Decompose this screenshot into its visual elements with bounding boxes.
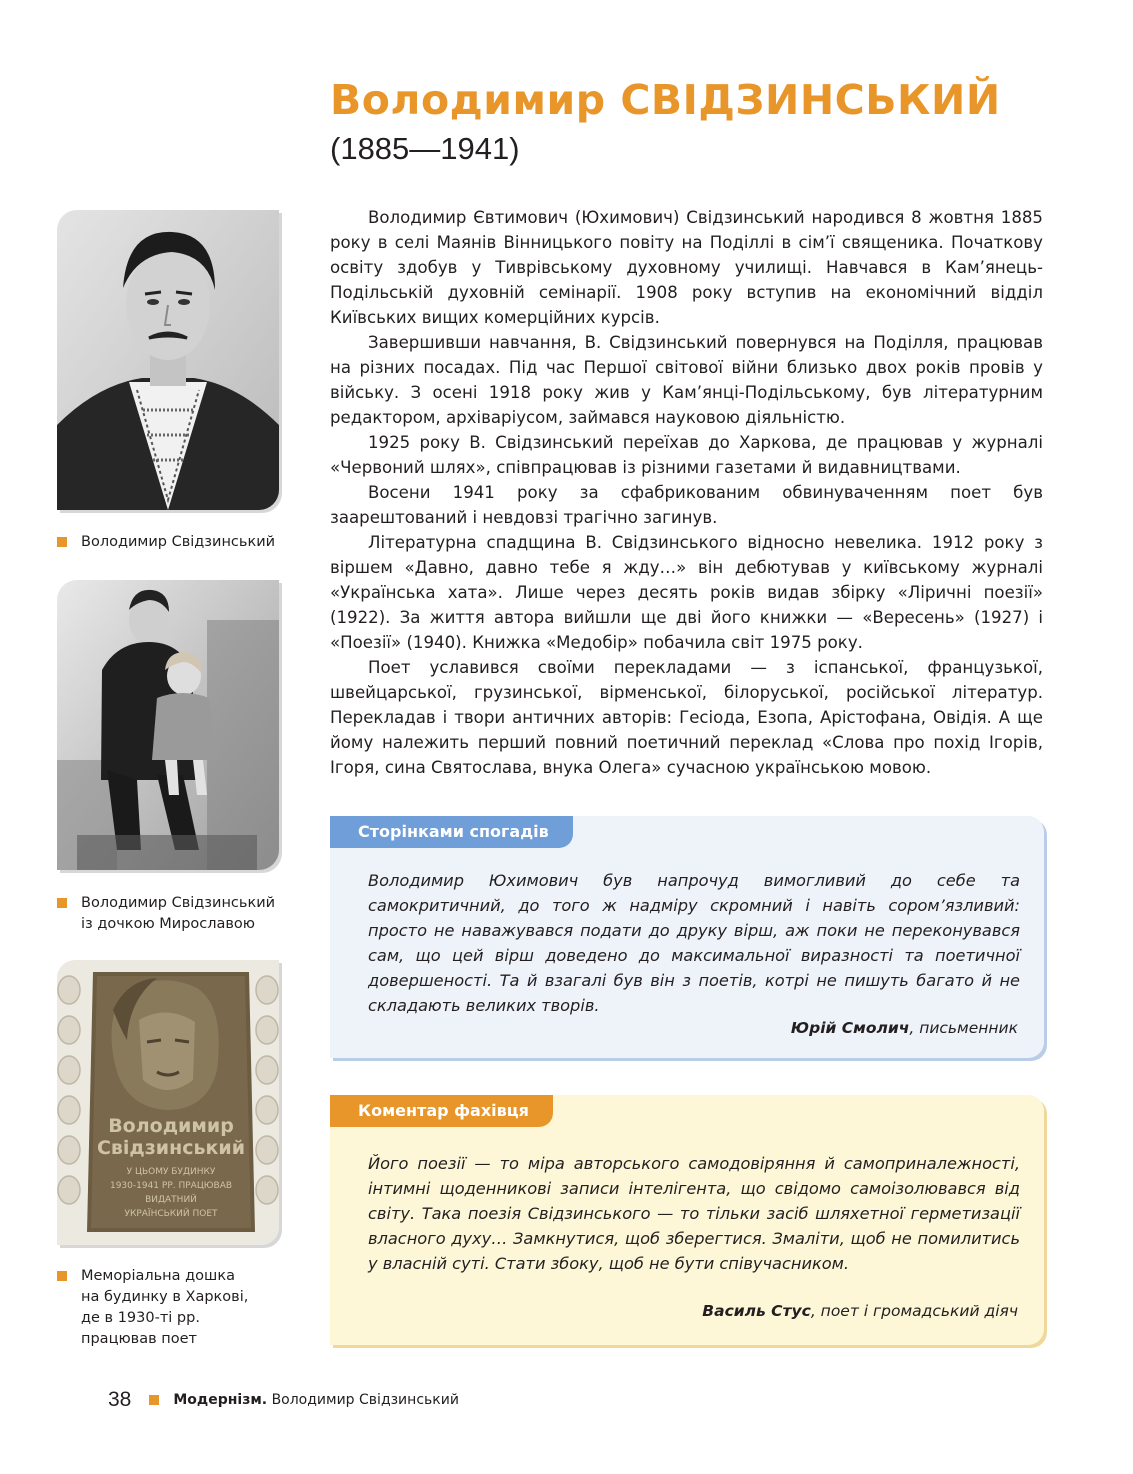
memories-tab: Сторінками спогадів [330, 816, 573, 848]
portrait-caption [57, 532, 282, 553]
section-name: Модернізм. [173, 1392, 268, 1408]
body-paragraph: 1925 року В. Свідзинський переїхав до Харкова, де працював у журналі «Червоний шлях», співпрацював із різними газетами й видавництвами. [330, 433, 1043, 477]
caption-line: де в 1930-ті рр. [81, 1310, 200, 1326]
body-paragraph: Поет уславився своїми перекладами — з іспанської, французької, швейцарської, грузинської, вірменської, білоруської, російської літератур. Перекладав і твори античних авторів: Гесіода, Езопа, Арістофана, Овідія. А ще йому належить перший повний поетичний переклад «Слова про похід Ігорів, Ігоря, сина Святослава, внука Олега» сучасною українською мовою. [330, 658, 1043, 777]
family-image [57, 580, 279, 870]
portrait-image [57, 210, 279, 510]
author-name: Василь Стус [702, 1302, 811, 1320]
portrait-photo [57, 210, 279, 510]
life-years: (1885—1941) [330, 131, 520, 166]
plaque-photo [57, 960, 279, 1245]
body-paragraph: Володимир Євтимович (Юхимович) Свідзинський народився 8 жовтня 1885 року в селі Маянів Вінницького повіту на Поділлі в сім’ї священика. Початкову освіту здобув у Тиврівському духовному училищі. Навчався в Кам’янець-Подільській духовній семінарії. 1908 року вступив на економічний відділ Київських вищих комерційних курсів. [330, 208, 1043, 327]
memories-author [791, 1019, 1018, 1037]
page-number: 38 [108, 1388, 132, 1411]
plaque-line: 1930-1941 РР. ПРАЦЮВАВ [109, 1181, 233, 1191]
plaque-line: Володимир [108, 1115, 234, 1137]
author-role: , поет і громадський діяч [810, 1302, 1018, 1320]
biography-text [330, 205, 1043, 780]
caption-bullet [57, 898, 67, 908]
footer-bullet [149, 1395, 159, 1405]
caption-line: Меморіальна дошка [81, 1268, 235, 1284]
plaque-line: Свідзинський [96, 1137, 246, 1159]
author-role: , письменник [909, 1019, 1018, 1037]
expert-author [702, 1302, 1018, 1320]
expert-box [330, 1095, 1044, 1345]
caption-line: працював поет [81, 1331, 197, 1347]
body-paragraph: Завершивши навчання, В. Свідзинський повернувся на Поділля, працював на різних посадах. Під час Першої світової війни близько двох років провів у війську. З осені 1918 року жив у Кам’янці-Подільському, був літературним редактором, архіваріусом, займався науковою діяльністю. [330, 333, 1043, 427]
caption-bullet [57, 1271, 67, 1281]
page-title: Володимир СВІДЗИНСЬКИЙ [330, 76, 1001, 124]
caption-line: Володимир Свідзинський [81, 895, 276, 911]
plaque-caption [57, 1266, 282, 1350]
caption-line: Володимир Свідзинський [81, 534, 276, 550]
plaque-image [57, 960, 279, 1245]
expert-tab: Коментар фахівця [330, 1095, 553, 1127]
footer-subtitle: Володимир Свідзинський [271, 1392, 459, 1408]
page-footer [108, 1388, 459, 1412]
plaque-line: УКРАЇНСЬКИЙ ПОЕТ [124, 1209, 218, 1219]
memories-quote: Володимир Юхимович був напрочуд вимогливий до себе та самокритичний, до того ж надміру скромний і навіть сором’язливий: просто не наважувався подати до друку вірш, аж поки не переконувався сам, що цей вірш доведено до максимальної виразності та поетичної довершеності. Та й взагалі був він з поетів, котрі не пишуть багато й не складають великих творів. [368, 871, 1020, 1015]
plaque-line: У ЦЬОМУ БУДИНКУ [126, 1167, 216, 1177]
author-name: Юрій Смолич [790, 1019, 910, 1037]
plaque-line: ВИДАТНИЙ [145, 1195, 197, 1205]
family-caption [57, 893, 282, 935]
expert-quote: Його поезії — то міра авторського самодовіряння й самоприналежності, інтимні щоденникові записи інтелігента, що свідомо самоізолювався від світу. Така поезія Свідзинського — то тільки засіб шляхетної герметизації власного духу… Замкнутися, щоб зберегтися. Змаліти, щоб не помилитись у власній суті. Стати збоку, щоб не бути співучасником. [368, 1154, 1020, 1273]
body-paragraph: Восени 1941 року за сфабрикованим обвинуваченням поет був заарештований і невдовзі трагічно загинув. [330, 483, 1043, 527]
caption-line: із дочкою Мирославою [81, 916, 256, 932]
body-paragraph: Літературна спадщина В. Свідзинського відносно невелика. 1912 року з віршем «Давно, давно тебе я жду…» він дебютував у київському журналі «Українська хата». Лише через десять років видав збірку «Ліричні поезії» (1922). За життя автора вийшли ще дві його книжки — «Вересень» (1927) і «Поезії» (1940). Книжка «Медобір» побачила світ 1975 року. [330, 533, 1043, 652]
caption-line: на будинку в Харкові, [81, 1289, 249, 1305]
family-photo [57, 580, 279, 870]
memories-box [330, 816, 1044, 1058]
caption-bullet [57, 537, 67, 547]
